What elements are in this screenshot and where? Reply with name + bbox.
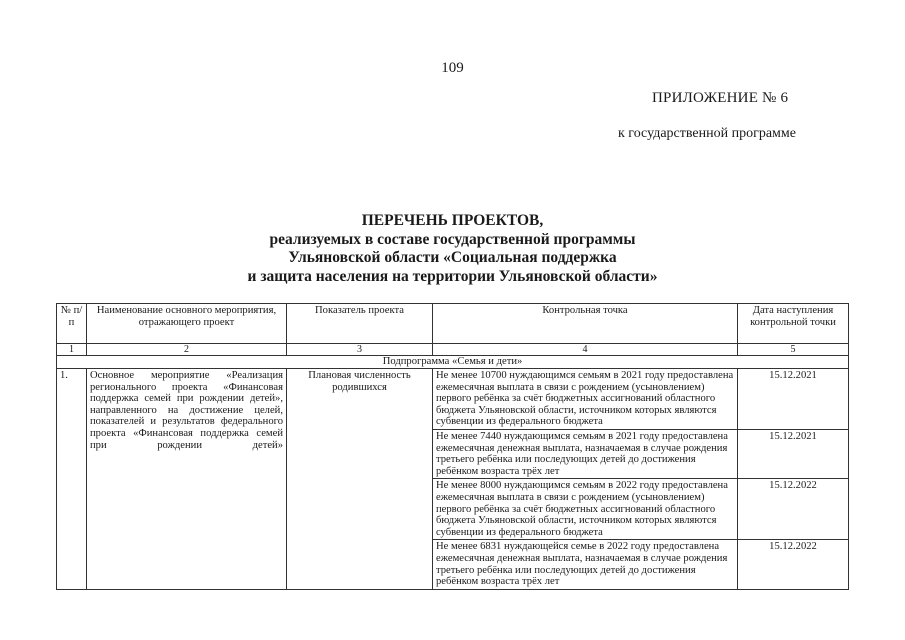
checkpoint-date: 15.12.2021 (738, 429, 849, 478)
column-number-row (57, 344, 849, 356)
header-indicator: Показатель проекта (287, 304, 433, 344)
column-number: 2 (87, 344, 287, 356)
header-activity: Наименование основного мероприятия, отражающего проект (87, 304, 287, 344)
checkpoint-text: Не менее 8000 нуждающимся семьям в 2022 году предоставлена ежемесячная выплата в связи с рождением (усыновлением) первого ребёнка за счёт бюджетных ассигнований областного бюджета Ульяновской области, источником которых являются субвенции из федерального бюджета (433, 479, 738, 540)
header-num: № п/п (57, 304, 87, 344)
title-line: ПЕРЕЧЕНЬ ПРОЕКТОВ, (361, 212, 544, 229)
subprogram-title: Подпрограмма «Семья и дети» (57, 356, 849, 369)
title-line: Ульяновской области «Социальная поддержка (288, 249, 617, 266)
appendix-subtitle: к государственной программе (618, 126, 796, 141)
table-row (57, 369, 849, 430)
projects-table (56, 303, 849, 590)
table-header-row (57, 304, 849, 344)
row-number: 1. (57, 369, 87, 590)
checkpoint-date: 15.12.2022 (738, 479, 849, 540)
activity-name: Основное мероприятие «Реализация регионального проекта «Финансовая поддержка семей при рождении детей», направленного на достижение целей, показателей и результатов федерального проекта «Финансовая поддержка семей при рождении детей» (87, 369, 287, 590)
title-line: реализуемых в составе государственной программы (269, 230, 636, 248)
column-number: 4 (433, 344, 738, 356)
checkpoint-date: 15.12.2022 (738, 540, 849, 589)
header-date: Дата наступления контрольной точки (738, 304, 849, 344)
checkpoint-text: Не менее 7440 нуждающимся семьям в 2021 году предоставлена ежемесячная денежная выплата, назначаемая в случае рождения третьего ребёнка или последующих детей до достижения ребёнком возраста трёх лет (433, 429, 738, 478)
page-number: 109 (441, 60, 464, 76)
appendix-title: ПРИЛОЖЕНИЕ № 6 (652, 90, 789, 106)
column-number: 3 (287, 344, 433, 356)
document-title (0, 212, 905, 286)
subprogram-row (57, 356, 849, 369)
checkpoint-text: Не менее 10700 нуждающимся семьям в 2021 году предоставлена ежемесячная выплата в связи с рождением (усыновлением) первого ребёнка за счёт бюджетных ассигнований областного бюджета Ульяновской области, источником которых являются субвенции из федерального бюджета (433, 369, 738, 430)
column-number: 1 (57, 344, 87, 356)
checkpoint-text: Не менее 6831 нуждающейся семье в 2022 году предоставлена ежемесячная денежная выплата, назначаемая в случае рождения третьего ребёнка или последующих детей до достижения ребёнком возраста трёх лет (433, 540, 738, 589)
indicator-name: Плановая численность родившихся (287, 369, 433, 590)
checkpoint-date: 15.12.2021 (738, 369, 849, 430)
header-checkpoint: Контрольная точка (433, 304, 738, 344)
column-number: 5 (738, 344, 849, 356)
title-line: и защита населения на территории Ульяновской области» (247, 267, 658, 285)
